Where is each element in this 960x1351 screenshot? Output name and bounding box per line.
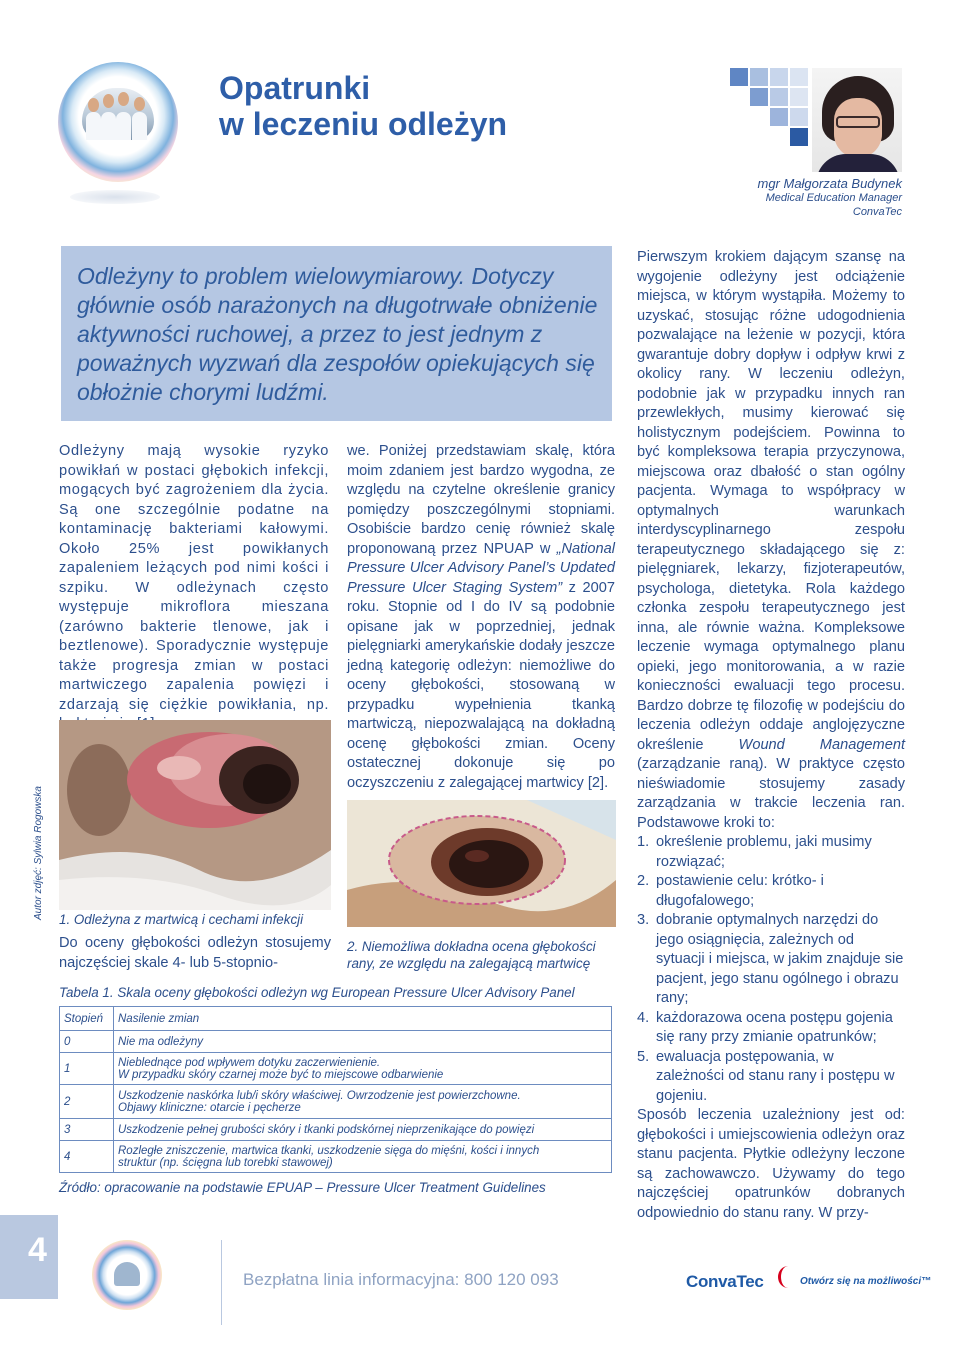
step-item xyxy=(637,911,905,1009)
table-row xyxy=(60,1141,612,1173)
step-text: dobranie optymalnych narzędzi do jego osiągnięcia, zależnych od sytuacji i miejsca, w jakim znajduje sie pacjent, jego stanu ogólnego i obrazu rany; xyxy=(656,912,904,1006)
table-header-stage: Stopień xyxy=(60,1007,114,1031)
author-block xyxy=(757,176,902,219)
column-3-paragraph-1 xyxy=(637,248,905,833)
wound-management-steps xyxy=(637,833,905,1106)
title-line-2: w leczeniu odleżyn xyxy=(219,106,508,142)
table-source: Źródło: opracowanie na podstawie EPUAP – Pressure Ulcer Treatment Guidelines xyxy=(59,1180,546,1195)
severity-line: Rozległe zniszczenie, martwica tkanki, uszkodzenie sięga do mięśni, kości i innych xyxy=(118,1144,540,1157)
article-title xyxy=(219,70,639,142)
severity-cell xyxy=(114,1119,612,1141)
ulcer-photo-1-image xyxy=(59,720,331,910)
severity-cell xyxy=(114,1031,612,1053)
photo-1-caption: 1. Odleżyna z martwicą i cechami infekcji xyxy=(59,912,304,927)
step-text: ewaluacja postępowania, w zależności od stanu rany i postępu w gojeniu. xyxy=(656,1048,895,1104)
column-1 xyxy=(59,442,329,735)
table-row xyxy=(60,1119,612,1141)
column-2-text-start: we. Poniżej przedstawiam skalę, która moim zdaniem jest bardzo wygodna, ze względu na czytelne określenie granicy pomiędzy poszczególnymi stopniami. Osobiście bardzo cenię również skalę proponowaną przez NPUAP w xyxy=(347,443,615,557)
author-portrait xyxy=(812,68,902,172)
stage-cell: 4 xyxy=(60,1141,114,1173)
footer-logo xyxy=(92,1240,162,1310)
footer-divider xyxy=(221,1240,222,1325)
institution-icon xyxy=(114,1262,140,1286)
author-company: ConvaTec xyxy=(852,206,902,218)
decorative-squares xyxy=(730,68,810,148)
column-2 xyxy=(347,442,615,793)
step-number: 1. xyxy=(637,834,650,850)
severity-line: struktur (np. ścięgna lub torebki stawowej) xyxy=(118,1156,333,1169)
photo-pressure-ulcer-1 xyxy=(59,720,331,910)
column-1-paragraph: Odleżyny mają wysokie ryzyko powikłań w postaci głębokich infekcji, mogących być zagrożeniem dla życia. Są one szczególnie podatne na kontaminację bakteriami kałowymi. Około 25% jest powikłanych zapaleniem leżących pod nimi kości i szpiku. W odleżynach często występuje mikroflora mieszana (zarówno bakterie tlenowe, jak i beztlenowe). Sporadycznie występuje także progresja zmian w postaci martwiczego zapalenia powięzi i zdarzają się ciężkie powikłania, np. xyxy=(59,443,329,713)
author-name: mgr Małgorzata Budynek xyxy=(757,176,902,191)
step-number: 3. xyxy=(637,912,650,928)
severity-cell xyxy=(114,1141,612,1173)
step-text: postawienie celu: krótko- i długofalowego; xyxy=(656,873,824,909)
photo-pressure-ulcer-2 xyxy=(347,800,616,927)
convatec-logo: ConvaTec xyxy=(686,1272,764,1291)
lead-box xyxy=(61,246,612,421)
photo-credit xyxy=(33,760,51,920)
swoosh-icon xyxy=(778,1266,798,1288)
author-role: Medical Education Manager xyxy=(765,192,902,204)
severity-line: Uszkodzenie pełnej grubości skóry i tkanki podskórnej nieprzenikające do powięzi xyxy=(118,1123,535,1136)
severity-line: Nieblednące pod wpływem dotyku zaczerwienienie. xyxy=(118,1056,381,1069)
column-3-text-end: (zarządzanie raną). W praktyce często nieświadomie stosujemy zasady zarządzania w trakcie leczenia ran. Podstawowe kroki to: xyxy=(637,756,905,831)
step-text: określenie problemu, jaki musimy rozwiązać; xyxy=(656,834,872,870)
column-2-paragraph xyxy=(347,442,615,793)
epuap-stage-table xyxy=(59,1006,612,1173)
step-text: każdorazowa ocena postępu gojenia się rany przy zmianie opatrunków; xyxy=(656,1009,893,1045)
column-2-text-italic: „National Pressure Ulcer Advisory Panel’s Updated Pressure Ulcer Staging System” xyxy=(347,540,615,596)
medical-team-icon xyxy=(82,88,154,140)
step-number: 4. xyxy=(637,1009,650,1026)
column-1-continuation: Do oceny głębokości odleżyn stosujemy najczęściej skale 4- lub 5-stopnio- xyxy=(59,935,331,971)
table-header-severity: Nasilenie zmian xyxy=(114,1007,612,1031)
step-item xyxy=(637,872,905,911)
severity-cell xyxy=(114,1085,612,1119)
page-number-box xyxy=(0,1215,58,1299)
page-number: 4 xyxy=(28,1231,47,1269)
step-number: 5. xyxy=(637,1048,650,1065)
table-row xyxy=(60,1031,612,1053)
table-row xyxy=(60,1085,612,1119)
stage-cell: 0 xyxy=(60,1031,114,1053)
column-3-text-start: Pierwszym krokiem dającym szansę na wygojenie odleżyny jest odciążenie miejsca, w którym wystąpiła. Możemy to uzyskać, stosując różne udogodnienia pozwalające na leżenie w pozycji, która gwarantuje dobry dopływ i odpływ krwi z okolicy rany. W leczeniu odleżyn, podobnie jak w przypadku innych ran przewlekłych, musimy kierować się holistycznym podejściem. Powinna to być kompleksowa terapia przyczynowa, miejscowa oraz dbałość o stan ogólny pacjenta. Wymaga to współpracy w optymalnych warunkach interdyscyplinarnego zespołu terapeutycznego składającego się z: pielęgniarek, lekarzy, fizjoterapeutów, psychologa, dietetyka. Rola każdego członka zespołu terapeutycznego jest inna, ale równie ważna. Kompleksowe leczenie wymaga optymalnego planu opieki, jego monitorowania, a w razie konieczności ewaluacji tego procesu. Bardzo dobrze tę filozofię w podejściu do leczenia odleżyn oddaje anglojęzyczne określenie xyxy=(637,249,905,753)
column-3 xyxy=(637,248,905,1223)
stage-cell: 1 xyxy=(60,1053,114,1085)
column-3-paragraph-2: Sposób leczenia uzależniony jest od: głębokości i umiejscowienia odleżyn oraz stanu pacjenta. Płytkie odleżyny leczone są zachowawczo. Używamy do tego najczęściej opatrunków dobranych odpowiednio do stanu rany. W przy- xyxy=(637,1107,905,1221)
table-row xyxy=(60,1053,612,1085)
title-line-1: Opatrunki xyxy=(219,70,371,106)
photo-credit-text: Autor zdjęć: Sylwia Rogowska xyxy=(33,786,44,920)
ulcer-photo-2-image xyxy=(347,800,616,927)
column-3-text-italic: Wound Management xyxy=(738,736,905,753)
table-header-row xyxy=(60,1007,612,1031)
lead-text: Odleżyny to problem wielowymiarowy. Dotyczy głównie osób narażonych na długotrwałe obniżenie aktywności ruchowej, a przez to jest jednym z poważnych wyzwań dla zespołów opiekujących się obłożnie chorymi ludźmi. xyxy=(77,263,598,405)
severity-line: W przypadku skóry czarnej może być to miejscowe odbarwienie xyxy=(118,1068,444,1081)
column-2-text-end: z 2007 roku. Stopnie od I do IV są podobnie opisane jak w poprzedniej, jednak pielęgniarki amerykańskie dodały jeszcze jedną kategorię odleżyn: niemożliwe do oceny głębokości, stosowaną w przypadku wypełnienia tkanką martwiczą, niepozwalającą na dokładną ocenę głębokości zmian. Oceny ostatecznej dokonuje się po oczyszczeniu z zalegającej martwicy [2]. xyxy=(347,579,615,791)
step-number: 2. xyxy=(637,873,650,889)
severity-cell xyxy=(114,1053,612,1085)
brand-slogan: Otwórz się na możliwości™ xyxy=(800,1276,932,1287)
logo-reflection xyxy=(70,190,160,204)
photo-2-caption: 2. Niemożliwa dokładna ocena głębokości rany, ze względu na zalegającą martwicę xyxy=(347,939,596,971)
stage-cell: 2 xyxy=(60,1085,114,1119)
step-item xyxy=(637,833,905,872)
step-item xyxy=(637,1048,905,1107)
severity-line: Objawy kliniczne: otarcie i pęcherze xyxy=(118,1101,301,1114)
severity-line: Nie ma odleżyny xyxy=(118,1035,204,1048)
table-title: Tabela 1. Skala oceny głębokości odleżyn wg European Pressure Ulcer Advisory Panel xyxy=(59,985,575,1000)
severity-line: Uszkodzenie naskórka lub/i skóry właściwej. Owrzodzenie jest powierzchowne. xyxy=(118,1089,521,1102)
hotline-text: Bezpłatna linia informacyjna: 800 120 093 xyxy=(243,1270,559,1289)
stage-cell: 3 xyxy=(60,1119,114,1141)
step-item xyxy=(637,1009,905,1048)
header-logo xyxy=(58,62,178,182)
